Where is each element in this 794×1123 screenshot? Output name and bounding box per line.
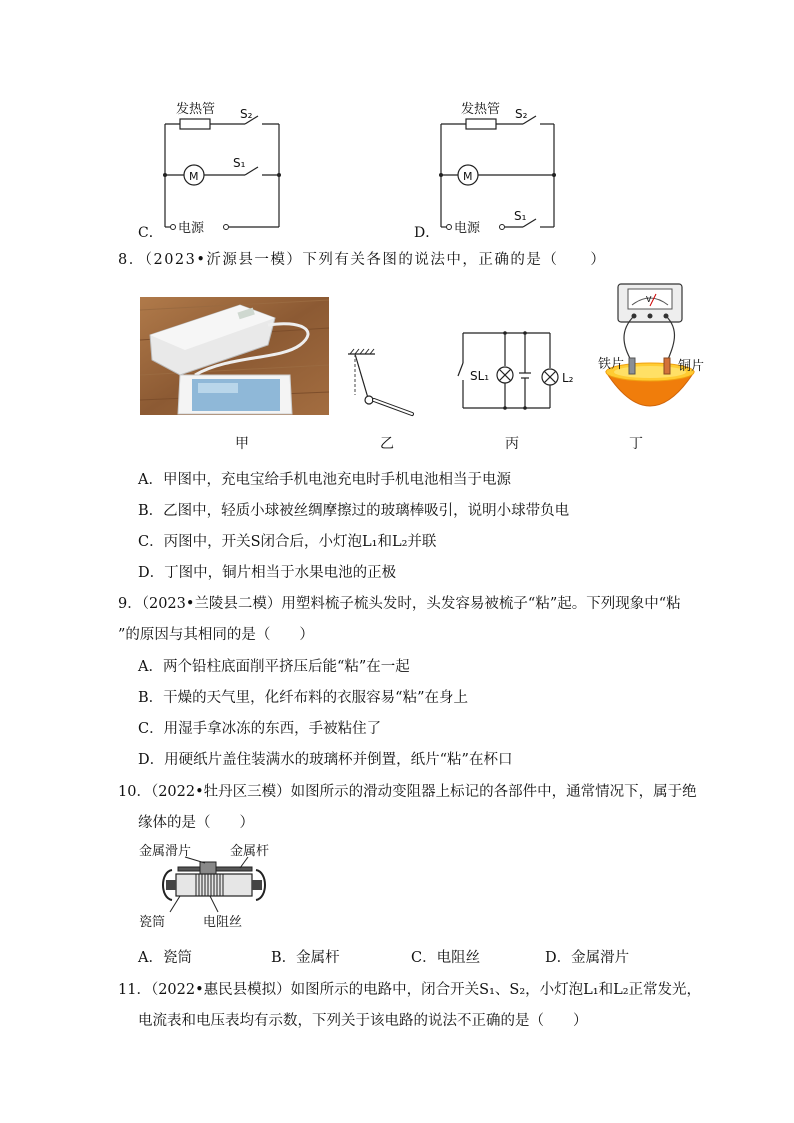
q10-option-a: A．瓷筒 bbox=[138, 950, 192, 966]
fig-label-bing: 丙 bbox=[505, 436, 519, 452]
q10-option-d: D．金属滑片 bbox=[545, 950, 630, 966]
q8-option-a: A．甲图中，充电宝给手机电池充电时手机电池相当于电源 bbox=[138, 472, 511, 488]
q9-option-d: D．用硬纸片盖住装满水的玻璃杯并倒置，纸片“粘”在杯口 bbox=[138, 752, 513, 768]
heater-label: 发热管 bbox=[461, 102, 501, 117]
q8-stem: 8．（2023•沂源县一模）下列有关各图的说法中，正确的是（ ） bbox=[118, 252, 607, 268]
q9-stem-line1: 9．（2023•兰陵县二模）用塑料梳子梳头发时，头发容易被梳子“粘”起。下列现象中“粘 bbox=[118, 596, 681, 612]
option-d-label: D． bbox=[414, 225, 440, 241]
power-label: 电源 bbox=[178, 221, 205, 236]
q9-option-a: A．两个铅柱底面削平挤压后能“粘”在一起 bbox=[138, 659, 410, 675]
s1-label: S₁ bbox=[233, 156, 246, 170]
motor-label: M bbox=[189, 170, 199, 183]
q10-stem-line1: 10．（2022•牡丹区三模）如图所示的滑动变阻器上标记的各部件中，通常情况下，属于绝 bbox=[118, 784, 697, 800]
rheostat-slider-label: 金属滑片 bbox=[139, 844, 192, 859]
option-c-label: C． bbox=[138, 225, 163, 241]
q9-option-b: B．干燥的天气里，化纤布料的衣服容易“粘”在身上 bbox=[138, 690, 468, 706]
q9-stem-line2: ”的原因与其相同的是（ ） bbox=[118, 627, 314, 643]
s1-label: S₁ bbox=[514, 209, 527, 223]
power-label: 电源 bbox=[454, 221, 481, 236]
s2-label: S₂ bbox=[515, 107, 528, 121]
q11-stem-line2: 电流表和电压表均有示数，下列关于该电路的说法不正确的是（ ） bbox=[138, 1013, 588, 1029]
q10-option-c: C．电阻丝 bbox=[411, 950, 481, 966]
ding-cu-label: 铜片 bbox=[678, 359, 705, 374]
rheostat-tube-label: 瓷筒 bbox=[139, 915, 166, 930]
fig-label-yi: 乙 bbox=[380, 436, 394, 452]
q9-option-c: C．用湿手拿冰冻的东西，手被粘住了 bbox=[138, 721, 382, 737]
voltmeter-v-label: V bbox=[646, 295, 652, 304]
heater-label: 发热管 bbox=[176, 102, 216, 117]
rheostat-rod-label: 金属杆 bbox=[230, 844, 270, 859]
q8-option-b: B．乙图中，轻质小球被丝绸摩擦过的玻璃棒吸引，说明小球带负电 bbox=[138, 503, 570, 519]
q10-stem-line2: 缘体的是（ ） bbox=[138, 815, 254, 831]
q8-option-c: C．丙图中，开关S闭合后，小灯泡L₁和L₂并联 bbox=[138, 534, 437, 550]
rheostat-wire-label: 电阻丝 bbox=[203, 915, 243, 930]
q11-stem-line1: 11．（2022•惠民县模拟）如图所示的电路中，闭合开关S₁、S₂，小灯泡L₁和L₂正常发光， bbox=[118, 982, 702, 998]
bing-sl-label: SL₁ bbox=[470, 369, 490, 383]
q10-option-b: B．金属杆 bbox=[271, 950, 340, 966]
s2-label: S₂ bbox=[240, 107, 253, 121]
q8-option-d: D．丁图中，铜片相当于水果电池的正极 bbox=[138, 565, 397, 581]
fig-label-ding: 丁 bbox=[629, 436, 643, 452]
bing-l2-label: L₂ bbox=[562, 371, 574, 385]
ding-fe-label: 铁片 bbox=[598, 357, 625, 372]
fig-label-jia: 甲 bbox=[235, 436, 249, 452]
motor-label: M bbox=[463, 170, 473, 183]
